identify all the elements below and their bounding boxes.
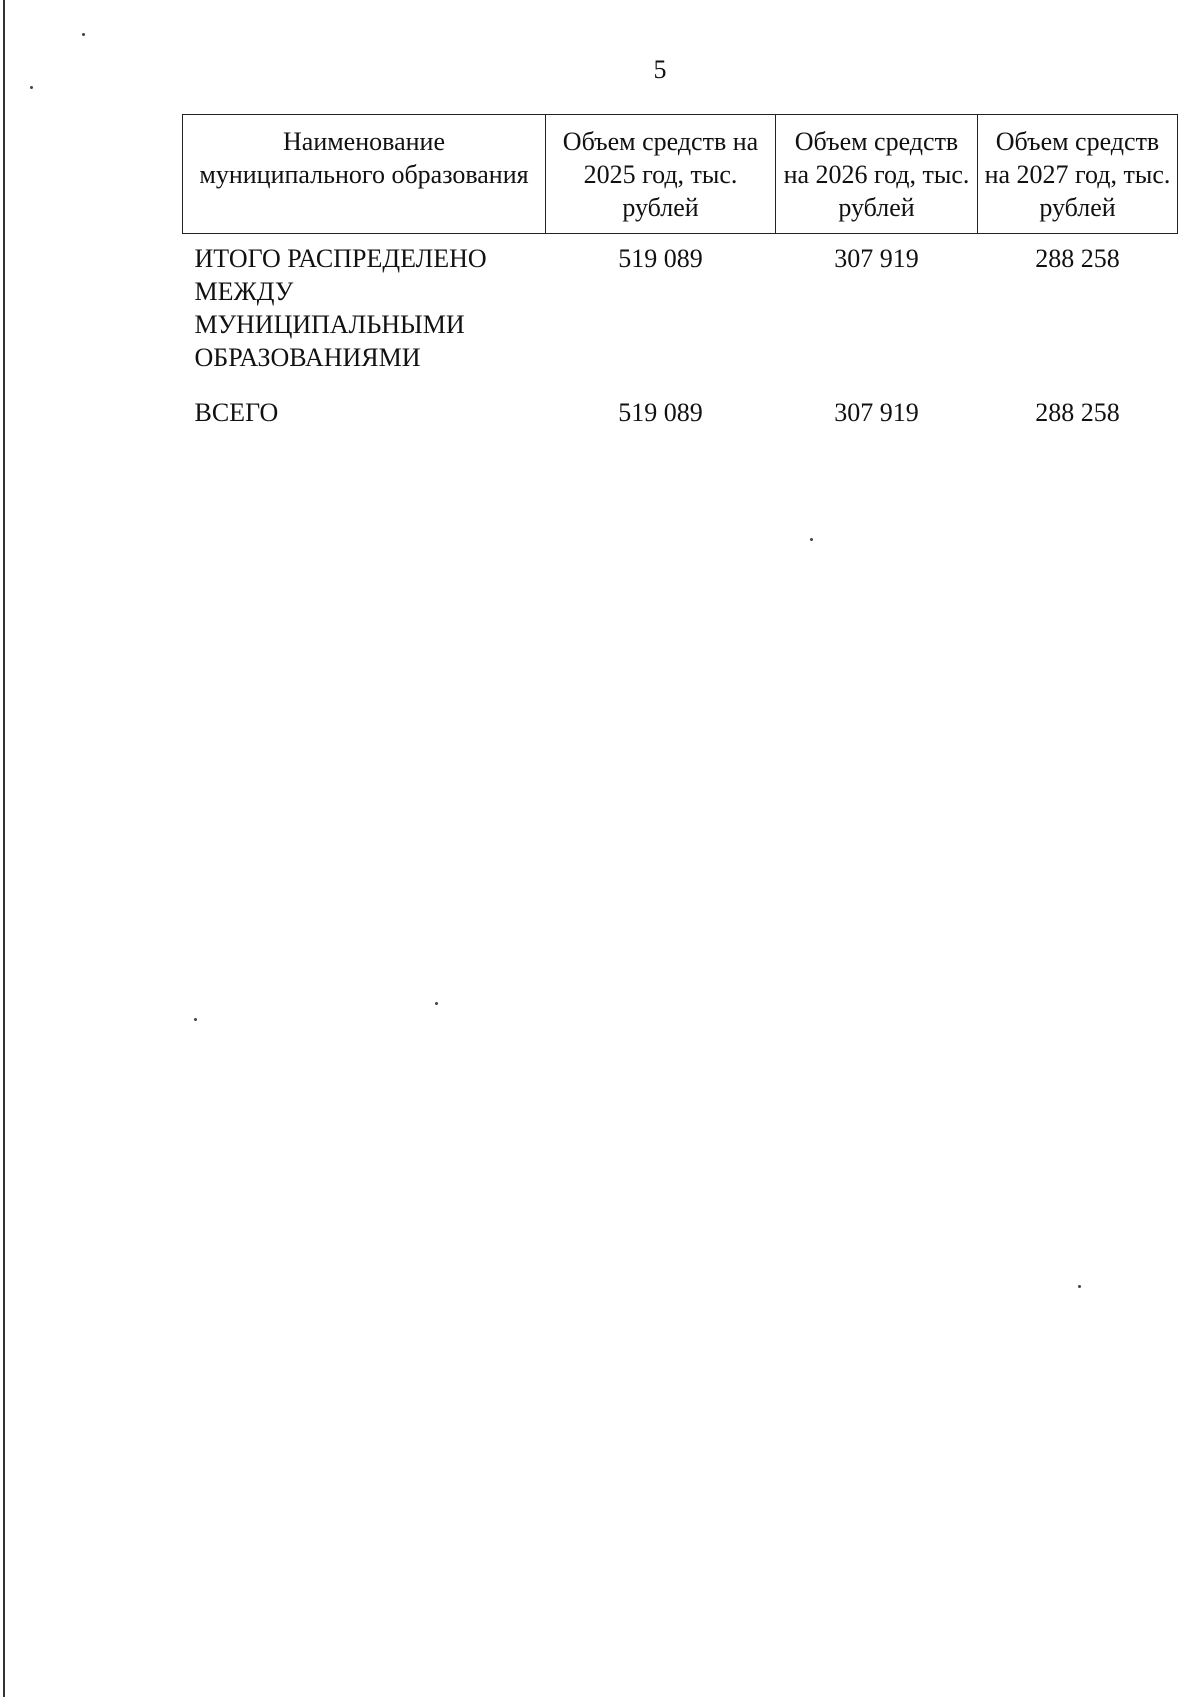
table-header-row (183, 115, 1178, 234)
scan-speck (435, 1002, 438, 1005)
value-2027: 288 258 (1035, 398, 1120, 427)
row-label: ВСЕГО (194, 398, 279, 427)
page-number: 5 (653, 55, 667, 84)
value-2025: 519 089 (618, 398, 703, 427)
page-edge-line (3, 0, 5, 1697)
scan-speck (810, 538, 813, 541)
column-header-2027: Объем средств на 2027 год, тыс. рублей (978, 115, 1178, 234)
value-2025: 519 089 (618, 244, 703, 273)
scan-speck (82, 33, 85, 36)
scan-speck (194, 1018, 197, 1021)
scan-speck (1078, 1285, 1081, 1288)
column-header-2026: Объем средств на 2026 год, тыс. рублей (776, 115, 978, 234)
value-2026: 307 919 (834, 398, 919, 427)
value-2026: 307 919 (834, 244, 919, 273)
table-row-grand-total (183, 388, 1178, 443)
funding-table (182, 114, 1178, 443)
value-2027: 288 258 (1035, 244, 1120, 273)
scan-speck (30, 86, 33, 89)
column-header-2025: Объем средств на 2025 год, тыс. рублей (546, 115, 776, 234)
row-label: ИТОГО РАСПРЕДЕЛЕНО МЕЖДУ МУНИЦИПАЛЬНЫМИ ОБРАЗОВАНИЯМИ (194, 244, 487, 372)
table-row-total-distributed (183, 234, 1178, 389)
column-header-municipality: Наименование муниципального образования (183, 115, 546, 234)
